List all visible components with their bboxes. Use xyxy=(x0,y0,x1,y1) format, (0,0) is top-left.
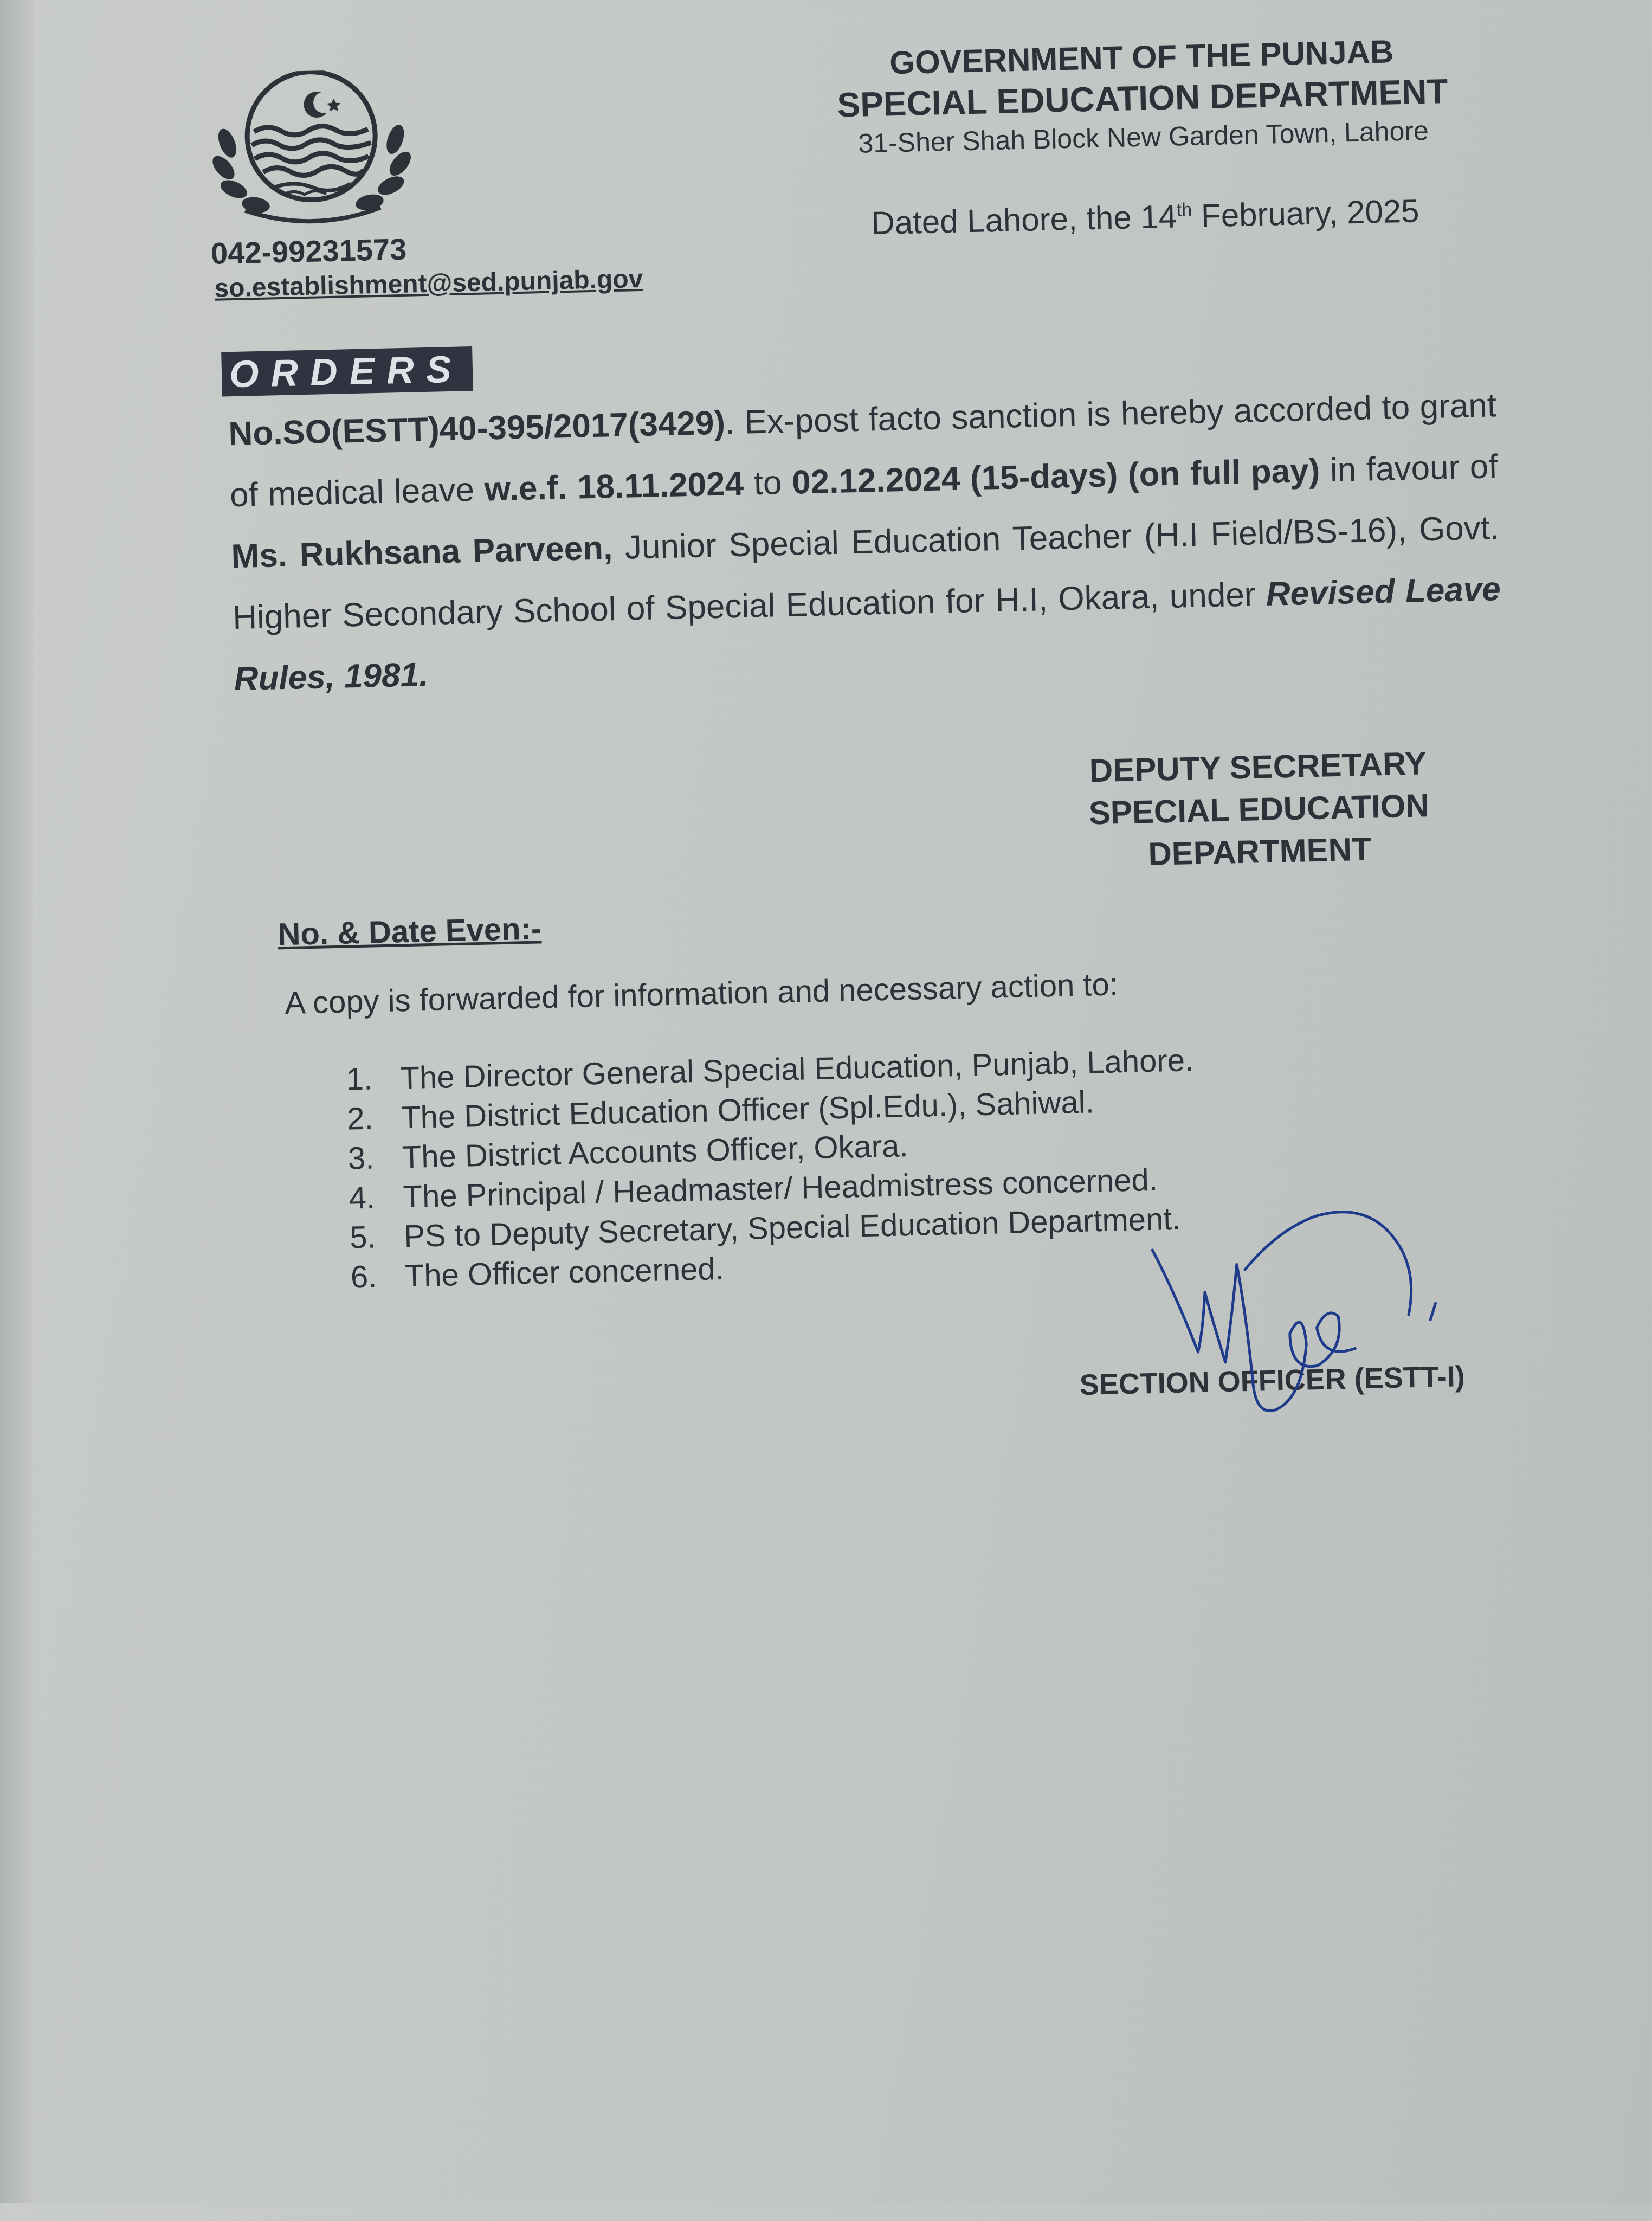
signatory-line: SPECIAL EDUCATION xyxy=(1088,787,1430,832)
list-number: 1. xyxy=(345,1061,373,1097)
list-text: The District Education Officer (Spl.Edu.), Sahiwal. xyxy=(401,1084,1095,1136)
order-text: Junior Special Education Teacher (H.I Field/BS-16), Govt. Higher Secondary School of Special Education for H.I, Okara, under xyxy=(232,509,1500,637)
list-number: 3. xyxy=(347,1140,375,1176)
date-prefix: Dated Lahore, the 14 xyxy=(870,198,1177,242)
order-reference: No.SO(ESTT)40-395/2017(3429) xyxy=(228,404,726,453)
order-text: . Ex-post facto sanction is hereby accorded to grant of medical leave xyxy=(229,387,1497,514)
section-officer-title: SECTION OFFICER (ESTT-I) xyxy=(1079,1360,1466,1402)
signatory-line: DEPUTY SECRETARY xyxy=(1089,745,1427,789)
copy-intro: A copy is forwarded for information and necessary action to: xyxy=(284,967,1119,1021)
deputy-secretary-signatory xyxy=(1027,741,1490,878)
order-text: in favour of xyxy=(1319,448,1499,490)
list-text: The District Accounts Officer, Okara. xyxy=(402,1128,909,1175)
signatory-line: DEPARTMENT xyxy=(1147,831,1372,872)
government-title: GOVERNMENT OF THE PUNJAB xyxy=(889,33,1394,81)
issue-date xyxy=(771,190,1519,244)
list-number: 5. xyxy=(349,1219,377,1256)
phone-number: 042-99231573 xyxy=(210,231,407,271)
list-text: PS to Deputy Secretary, Special Education Department. xyxy=(403,1201,1182,1254)
list-number: 4. xyxy=(348,1180,376,1216)
punjab-government-emblem-icon xyxy=(209,68,413,230)
list-text: The Officer concerned. xyxy=(404,1251,725,1294)
distribution-list xyxy=(346,1040,1198,1297)
date-suffix: February, 2025 xyxy=(1191,192,1420,234)
employee-name: Ms. Rukhsana Parveen, xyxy=(230,529,613,576)
list-number: 2. xyxy=(346,1100,374,1137)
email-address: so.establishment@sed.punjab.gov xyxy=(214,264,643,303)
date-ordinal: th xyxy=(1176,199,1192,221)
list-text: The Director General Special Education, Punjab, Lahore. xyxy=(399,1042,1194,1096)
copy-reference: No. & Date Even:- xyxy=(277,911,542,952)
list-text: The Principal / Headmaster/ Headmistress concerned. xyxy=(402,1162,1158,1215)
leave-rules: Revised Leave Rules, 1981. xyxy=(234,570,1501,698)
order-body xyxy=(228,375,1502,710)
list-number: 6. xyxy=(350,1259,378,1295)
department-title: SPECIAL EDUCATION DEPARTMENT xyxy=(836,72,1449,125)
leave-start: w.e.f. 18.11.2024 xyxy=(483,465,744,508)
order-text: to xyxy=(743,463,792,503)
department-address: 31-Sher Shah Block New Garden Town, Lahore xyxy=(857,115,1429,159)
handwritten-signature-icon xyxy=(1135,1200,1443,1435)
orders-heading: ORDERS xyxy=(221,346,473,396)
leave-end: 02.12.2024 (15-days) (on full pay) xyxy=(791,452,1320,501)
